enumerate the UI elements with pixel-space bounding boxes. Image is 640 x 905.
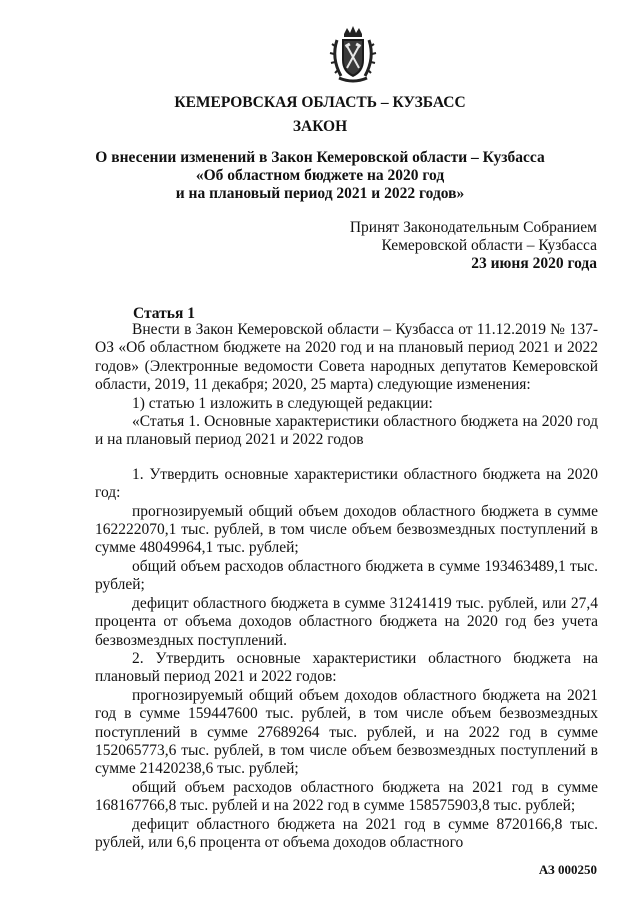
paragraph: прогнозируемый общий объем доходов областного бюджета в сумме 162222070,1 тыс. рублей, в том числе объем безвозмездных поступлений в сумме 48049964,1 тыс. рублей; — [95, 502, 598, 557]
document-type: ЗАКОН — [292, 118, 348, 135]
document-code: АЗ 000250 — [538, 862, 597, 877]
paragraph: общий объем расходов областного бюджета в сумме 193463489,1 тыс. рублей; — [95, 557, 598, 594]
paragraph: Внести в Закон Кемеровской области – Кузбасса от 11.12.2019 № 137-ОЗ «Об областном бюджете на 2020 год и на плановый период 2021 и 2022 годов» (Электронные ведомости Совета народных депутатов Кемеровской области, 2019, 11 декабря; 2020, 25 марта) следующие изменения: — [95, 321, 598, 394]
article-heading: Статья 1 — [133, 305, 195, 322]
adoption-line-2: Кемеровской области – Кузбасса — [381, 237, 597, 254]
region-title: КЕМЕРОВСКАЯ ОБЛАСТЬ – КУЗБАСС — [174, 94, 466, 111]
law-title-line-3: и на плановый период 2021 и 2022 годов» — [175, 185, 465, 202]
kemerovo-coat-of-arms-icon — [327, 24, 379, 84]
paragraph: 1) статью 1 изложить в следующей редакции: — [132, 394, 433, 412]
adoption-line-1: Принят Законодательным Собранием — [349, 219, 597, 236]
paragraph: дефицит областного бюджета на 2021 год в сумме 8720166,8 тыс. рублей, или 6,6 процента от объема доходов областного — [95, 815, 598, 851]
paragraph: 2. Утвердить основные характеристики областного бюджета на плановый период 2021 и 2022 годов: — [95, 649, 598, 686]
paragraph: «Статья 1. Основные характеристики областного бюджета на 2020 год и на плановый период 2021 и 2022 годов — [95, 413, 598, 449]
paragraph: прогнозируемый общий объем доходов областного бюджета на 2021 год в сумме 159447600 тыс. рублей, в том числе объем безвозмездных поступлений в сумме 27689264 тыс. рублей, и на 2022 год в сумме 152065773,6 тыс. рублей, в том числе объем безвозмездных поступлений в сумме 21420238,6 тыс. рублей; — [95, 686, 598, 778]
paragraph: 1. Утвердить основные характеристики областного бюджета на 2020 год: — [95, 465, 598, 502]
law-title-line-1: О внесении изменений в Закон Кемеровской области – Кузбасса — [95, 149, 545, 166]
law-title-line-2: «Об областном бюджете на 2020 год — [195, 167, 445, 184]
paragraph: дефицит областного бюджета в сумме 31241419 тыс. рублей, или 27,4 процента от объема доходов областного бюджета на 2020 год без учета безвозмездных поступлений. — [95, 594, 598, 649]
article-body — [95, 321, 598, 852]
paragraph: общий объем расходов областного бюджета на 2021 год в сумме 168167766,8 тыс. рублей и на 2022 год в сумме 158575903,8 тыс. рублей; — [95, 778, 598, 815]
adoption-date: 23 июня 2020 года — [471, 255, 597, 272]
